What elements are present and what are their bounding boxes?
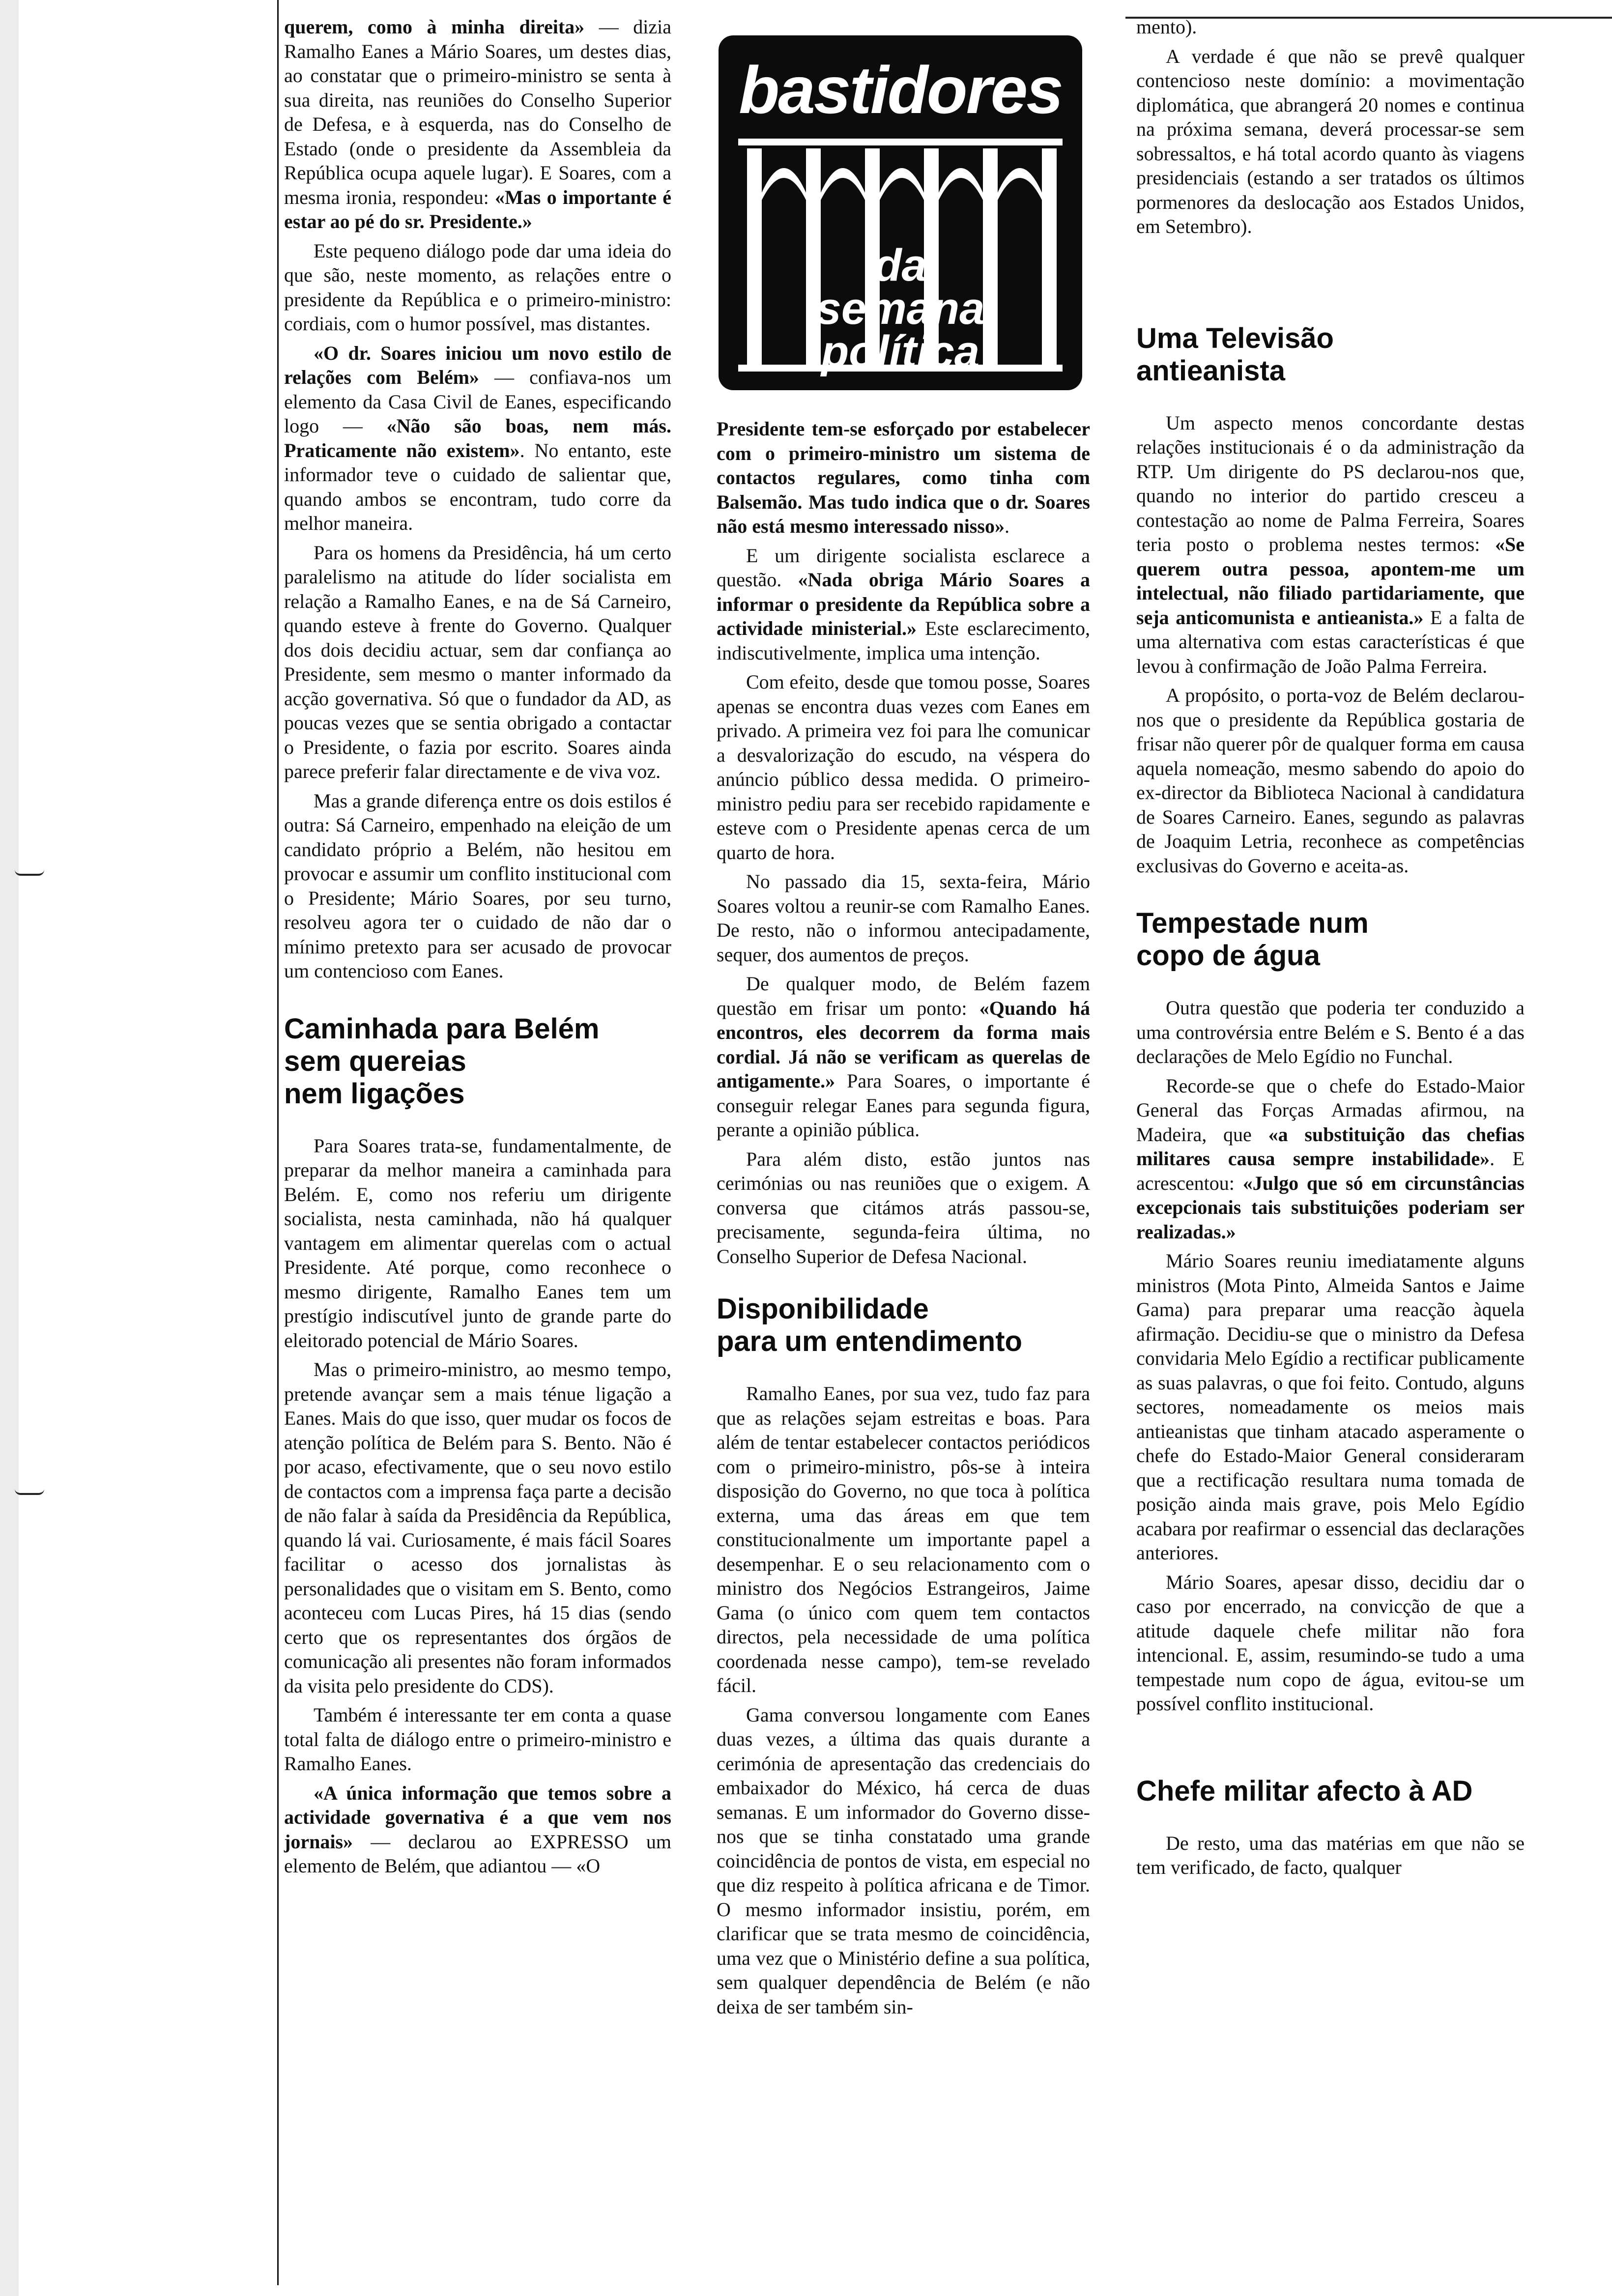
subheading-line: Caminhada para Belém [284,1012,600,1045]
paragraph: «O dr. Soares iniciou um novo estilo de relações com Belém» — confiava-nos um elemento da Casa Civil de Eanes, especificando logo — «Não são boas, nem más. Praticamente não existem». No entanto, este informador teve o cuidado de salientar que, quando ambos se encontram, tudo corre da melhor maneira. [284,342,672,534]
subheading-line: copo de água [1136,940,1320,972]
logo-title: bastidores [739,53,1062,127]
subheading-line: para um entendimento [717,1325,1022,1357]
paragraph: Para Soares trata-se, fundamentalmente, de preparar da melhor maneira a caminhada para Belém. E, como nos referiu um dirigente socialista, nesta caminhada, não há qualquer vantagem em alimentar querelas com o actual Presidente. Até porque, como reconhece o mesmo dirigente, Ramalho Eanes tem um prestígio indiscutível junto de grande parte do eleitorado potencial de Mário Soares. [284,1134,671,1351]
subheading-chefe-militar [1136,1775,1525,1808]
paragraph: Ramalho Eanes, por sua vez, tudo faz para que as relações sejam estreitas e boas. Para além de tentar estabelecer contactos periódicos com o primeiro-ministro, pôs-se à inteira disposição do Governo, no que toca à política externa, uma das áreas em que tem constitucionalmente um importante papel a desempenhar. E o seu relacionamento com o ministro dos Negócios Estrangeiros, Jaime Gama (o único com quem tem contactos directos, pela necessidade de uma política coordenada nesse campo), tem-se revelado fácil. [717,1382,1090,1696]
column-1 [284,15,671,1883]
paragraph: Presidente tem-se esforçado por estabelecer com o primeiro-ministro um sistema de contactos regulares, como tinha com Balsemão. Mas tudo indica que o dr. Soares não está mesmo interessado nisso». [717,418,1090,537]
column-3-body-2 [1136,411,1525,878]
column-1-body-2 [284,1134,671,1878]
paragraph: Para além disto, estão juntos nas cerimónias ou nas reuniões que o exigem. A conversa que citámos atrás passou-se, precisamente, segunda-feira última, no Conselho Superior de Defesa Nacional. [717,1148,1090,1267]
column-rule [277,0,279,2285]
paragraph: A verdade é que não se prevê qualquer contencioso neste domínio: a movimentação diplomática, que abrangerá 20 nomes e continua na próxima semana, deverá processar-se sem sobressaltos, e há total acordo quanto às viagens presidenciais (estando a ser tratados os últimos pormenores da deslocação aos Estados Unidos, em Setembro). [1136,45,1525,237]
logo-sub-politica: política [821,327,980,377]
subheading-line: nem ligações [284,1077,465,1110]
column-1-body [284,15,671,983]
paragraph: Mas o primeiro-ministro, ao mesmo tempo, pretende avançar sem a mais ténue ligação a Eanes. Mais do que isso, quer mudar os focos de atenção política de Belém para S. Bento. Não é por acaso, efectivamente, que o seu novo estilo de contactos com a imprensa faça parte a decisão de não falar à saída da Presidência da República, quando lá vai. Curiosamente, é mais fácil Soares facilitar o acesso dos jornalistas às personalidades que o visitam em S. Bento, como aconteceu com Lucas Pires, há 15 dias (sendo certo que os representantes dos órgãos de comunicação ali presentes não foram informados da visita pelo presidente do CDS). [284,1358,671,1697]
column-2-body-2 [717,1381,1090,2019]
subheading-disponibilidade [717,1293,1090,1358]
subheading-tempestade [1136,907,1525,972]
paragraph: Outra questão que poderia ter conduzido a uma controvérsia entre Belém e S. Bento é a das declarações de Melo Egídio no Funchal. [1136,997,1525,1067]
paragraph: De resto, uma das matérias em que não se tem verificado, de facto, qualquer [1136,1832,1525,1878]
bastidores-logo [719,35,1082,390]
scan-mark [15,1489,44,1495]
column-2-body [717,417,1090,1268]
paragraph: De qualquer modo, de Belém fazem questão em frisar um ponto: «Quando há encontros, eles decorrem da forma mais cordial. Já não se verificam as querelas de antigamente.» Para Soares, o importante é conseguir relegar Eanes para segunda figura, perante a opinião pública. [717,973,1090,1141]
subheading-line: Disponibilidade [717,1293,929,1325]
paragraph: Mário Soares reuniu imediatamente alguns ministros (Mota Pinto, Almeida Santos e Jaime Gama) para preparar uma reacção àquela afirmação. Decidiu-se que o ministro da Defesa convidaria Melo Egídio a rectificar publicamente as suas palavras, o que foi feito. Contudo, alguns sectores, nomeadamente os meios mais antieanistas que tinham atacado asperamente o chefe do Estado-Maior General consideraram que a rectificação resultara numa tomada de posição ainda mais grave, pois Melo Egídio acabara por reafirmar o essencial das declarações anteriores. [1136,1250,1525,1564]
subheading-line: sem quereias [284,1045,466,1077]
subheading-caminhada [284,1013,671,1110]
paragraph: A propósito, o porta-voz de Belém declarou-nos que o presidente da República gostaria de frisar não querer pôr de qualquer forma em causa aquela nomeação, mesmo sabendo do apoio do ex-director da Biblioteca Nacional à candidatura de Soares Carneiro. Eanes, segundo as palavras de Joaquim Letria, reconhece as competências exclusivas do Governo e aceita-as. [1136,684,1525,877]
subheading-line: Chefe militar afecto à AD [1136,1775,1473,1807]
scan-edge [0,0,19,2296]
paragraph: Mas a grande diferença entre os dois estilos é outra: Sá Carneiro, empenhado na eleição de um candidato próprio a Belém, não hesitou em provocar e assumir um conflito institucional com o Presidente; Mário Soares, por seu turno, resolveu agora ter o cuidado de não dar o mínimo pretexto para ser acusado de provocar um contencioso com Eanes. [284,789,671,982]
subheading-line: Uma Televisão [1136,322,1334,354]
paragraph: Este pequeno diálogo pode dar uma ideia do que são, neste momento, as relações entre o presidente da República e o primeiro-ministro: cordiais, com o humor possível, mas distantes. [284,239,671,335]
scan-mark [15,870,44,876]
paragraph: Com efeito, desde que tomou posse, Soares apenas se encontra duas vezes com Eanes em privado. A primeira vez foi para lhe comunicar a desvalorização do escudo, na véspera do anúncio público dessa medida. O primeiro-ministro pediu para ser recebido rapidamente e esteve com o Presidente apenas cerca de um quarto de hora. [717,671,1090,863]
paragraph: Para os homens da Presidência, há um certo paralelismo na atitude do líder socialista em relação a Ramalho Eanes, e na de Sá Carneiro, quando esteve à frente do Governo. Qualquer dos dois decidiu actuar, sem dar confiança ao Presidente, sem mesmo o manter informado da acção governativa. Só que o fundador da AD, as poucas vezes que se sentia obrigado a contactar o Presidente, o fazia por escrito. Soares ainda parece preferir falar directamente e de viva voz. [284,541,671,782]
column-2 [717,417,1090,2024]
paragraph: querem, como à minha direita» — dizia Ramalho Eanes a Mário Soares, um destes dias, ao constatar que o primeiro-ministro se senta à sua direita, nas reuniões do Conselho Superior de Defesa, e à esquerda, nas do Conselho de Estado (onde o presidente da Assembleia da República ocupa aquele lugar). E Soares, com a mesma ironia, respondeu: «Mas o importante é estar ao pé do sr. Presidente.» [284,16,671,232]
paragraph: Mário Soares, apesar disso, decidiu dar o caso por encerrado, na convicção de que a atitude daquele chefe militar não fora intencional. E, assim, resumindo-se tudo a uma tempestade num copo de água, evitou-se um possível conflito institucional. [1136,1571,1525,1715]
paragraph: Recorde-se que o chefe do Estado-Maior General das Forças Armadas afirmou, na Madeira, que «a substituição das chefias militares causa sempre instabilidade». E acrescentou: «Julgo que só em circunstâncias excepcionais tais substituições poderiam ser realizadas.» [1136,1074,1525,1243]
subheading-line: antieanista [1136,354,1285,387]
subheading-televisao [1136,322,1525,387]
column-3 [1136,15,1525,1885]
paragraph: Também é interessante ter em conta a quase total falta de diálogo entre o primeiro-ministro e Ramalho Eanes. [284,1704,671,1775]
column-3-body-4 [1136,1831,1525,1880]
paragraph: «A única informação que temos sobre a actividade governativa é a que vem nos jornais» — declarou ao EXPRESSO um elemento de Belém, que adiantou — «O [284,1781,671,1877]
paragraph: Gama conversou longamente com Eanes duas vezes, a última das quais durante a cerimónia de apresentação das credenciais do embaixador do México, há cerca de duas semanas. E um informador do Governo disse-nos que se tinha constatado uma grande coincidência de pontos de vista, em especial no que diz respeito à política africana e de Timor. O mesmo informador insistiu, porém, em clarificar que se trata mesmo de coincidência, uma vez que o Ministério define a sua política, sem qualquer dependência de Belém (e não deixa de ser também sin- [717,1703,1090,2018]
subheading-line: Tempestade num [1136,907,1369,939]
paragraph: mento). [1136,16,1197,38]
logo-sub-semana: semana [816,284,985,334]
logo-sub-da: da [874,240,927,290]
column-3-body [1136,15,1525,239]
paragraph: E um dirigente socialista esclarece a questão. «Nada obriga Mário Soares a informar o presidente da República sobre a actividade ministerial.» Este esclarecimento, indiscutivelmente, implica uma intenção. [717,544,1091,664]
paragraph: No passado dia 15, sexta-feira, Mário Soares voltou a reunir-se com Ramalho Eanes. De resto, não o informou antecipadamente, sequer, dos aumentos de preços. [717,870,1090,966]
column-3-body-3 [1136,996,1525,1716]
paragraph: Um aspecto menos concordante destas relações institucionais é o da administração da RTP. Um dirigente do PS declarou-nos que, quando no interior do partido cresceu a contestação ao nome de Palma Ferreira, Soares teria posto o problema nestes termos: «Se querem outra pessoa, apontem-me um intelectual, não filiado partidariamente, que seja anticomunista e antieanista.» E a falta de uma alternativa com estas características é que levou à confirmação de João Palma Ferreira. [1136,411,1525,677]
